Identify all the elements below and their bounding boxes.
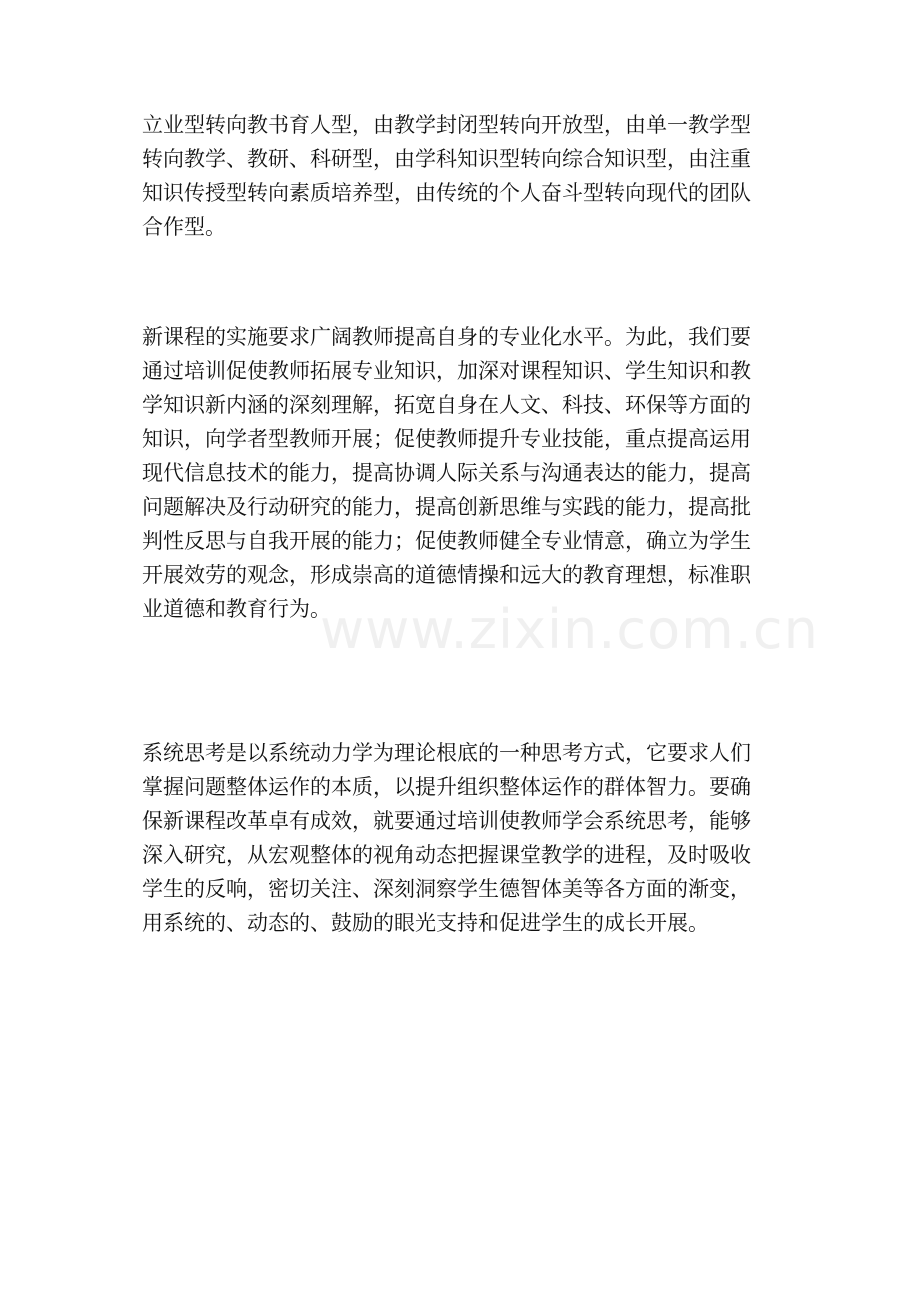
text-line: 新课程的实施要求广阔教师提高自身的专业化水平。为此，我们要 — [142, 325, 751, 349]
text-line: 保新课程改革卓有成效，就要通过培训使教师学会系统思考，能够 — [142, 809, 751, 833]
paragraph-3 — [142, 736, 782, 940]
text-line: 通过培训促使教师拓展专业知识，加深对课程知识、学生知识和教 — [142, 359, 751, 383]
text-line: 转向教学、教研、科研型，由学科知识型转向综合知识型，由注重 — [142, 147, 751, 171]
text-line: 用系统的、动态的、鼓励的眼光支持和促进学生的成长开展。 — [142, 911, 709, 935]
text-line: 判性反思与自我开展的能力；促使教师健全专业情意，确立为学生 — [142, 529, 751, 553]
text-line: 系统思考是以系统动力学为理论根底的一种思考方式，它要求人们 — [142, 741, 751, 765]
text-line: 知识传授型转向素质培养型，由传统的个人奋斗型转向现代的团队 — [142, 181, 751, 205]
paragraph-2 — [142, 320, 782, 626]
text-line: 开展效劳的观念，形成崇高的道德情操和远大的教育理想，标准职 — [142, 563, 751, 587]
text-line: 合作型。 — [142, 215, 226, 239]
text-line: 学知识新内涵的深刻理解，拓宽自身在人文、科技、环保等方面的 — [142, 393, 751, 417]
text-line: 问题解决及行动研究的能力，提高创新思维与实践的能力，提高批 — [142, 495, 751, 519]
text-line: 现代信息技术的能力，提高协调人际关系与沟通表达的能力，提高 — [142, 461, 751, 485]
text-line: 学生的反响，密切关注、深刻洞察学生德智体美等各方面的渐变， — [142, 877, 751, 901]
text-line: 业道德和教育行为。 — [142, 597, 331, 621]
paragraph-1 — [142, 108, 782, 244]
text-line: 知识，向学者型教师开展；促使教师提升专业技能，重点提高运用 — [142, 427, 751, 451]
text-line: 深入研究，从宏观整体的视角动态把握课堂教学的进程，及时吸收 — [142, 843, 751, 867]
watermark-text: www.zixin.com.cn — [320, 598, 819, 661]
text-line: 掌握问题整体运作的本质，以提升组织整体运作的群体智力。要确 — [142, 775, 751, 799]
text-line: 立业型转向教书育人型，由教学封闭型转向开放型，由单一教学型 — [142, 113, 751, 137]
